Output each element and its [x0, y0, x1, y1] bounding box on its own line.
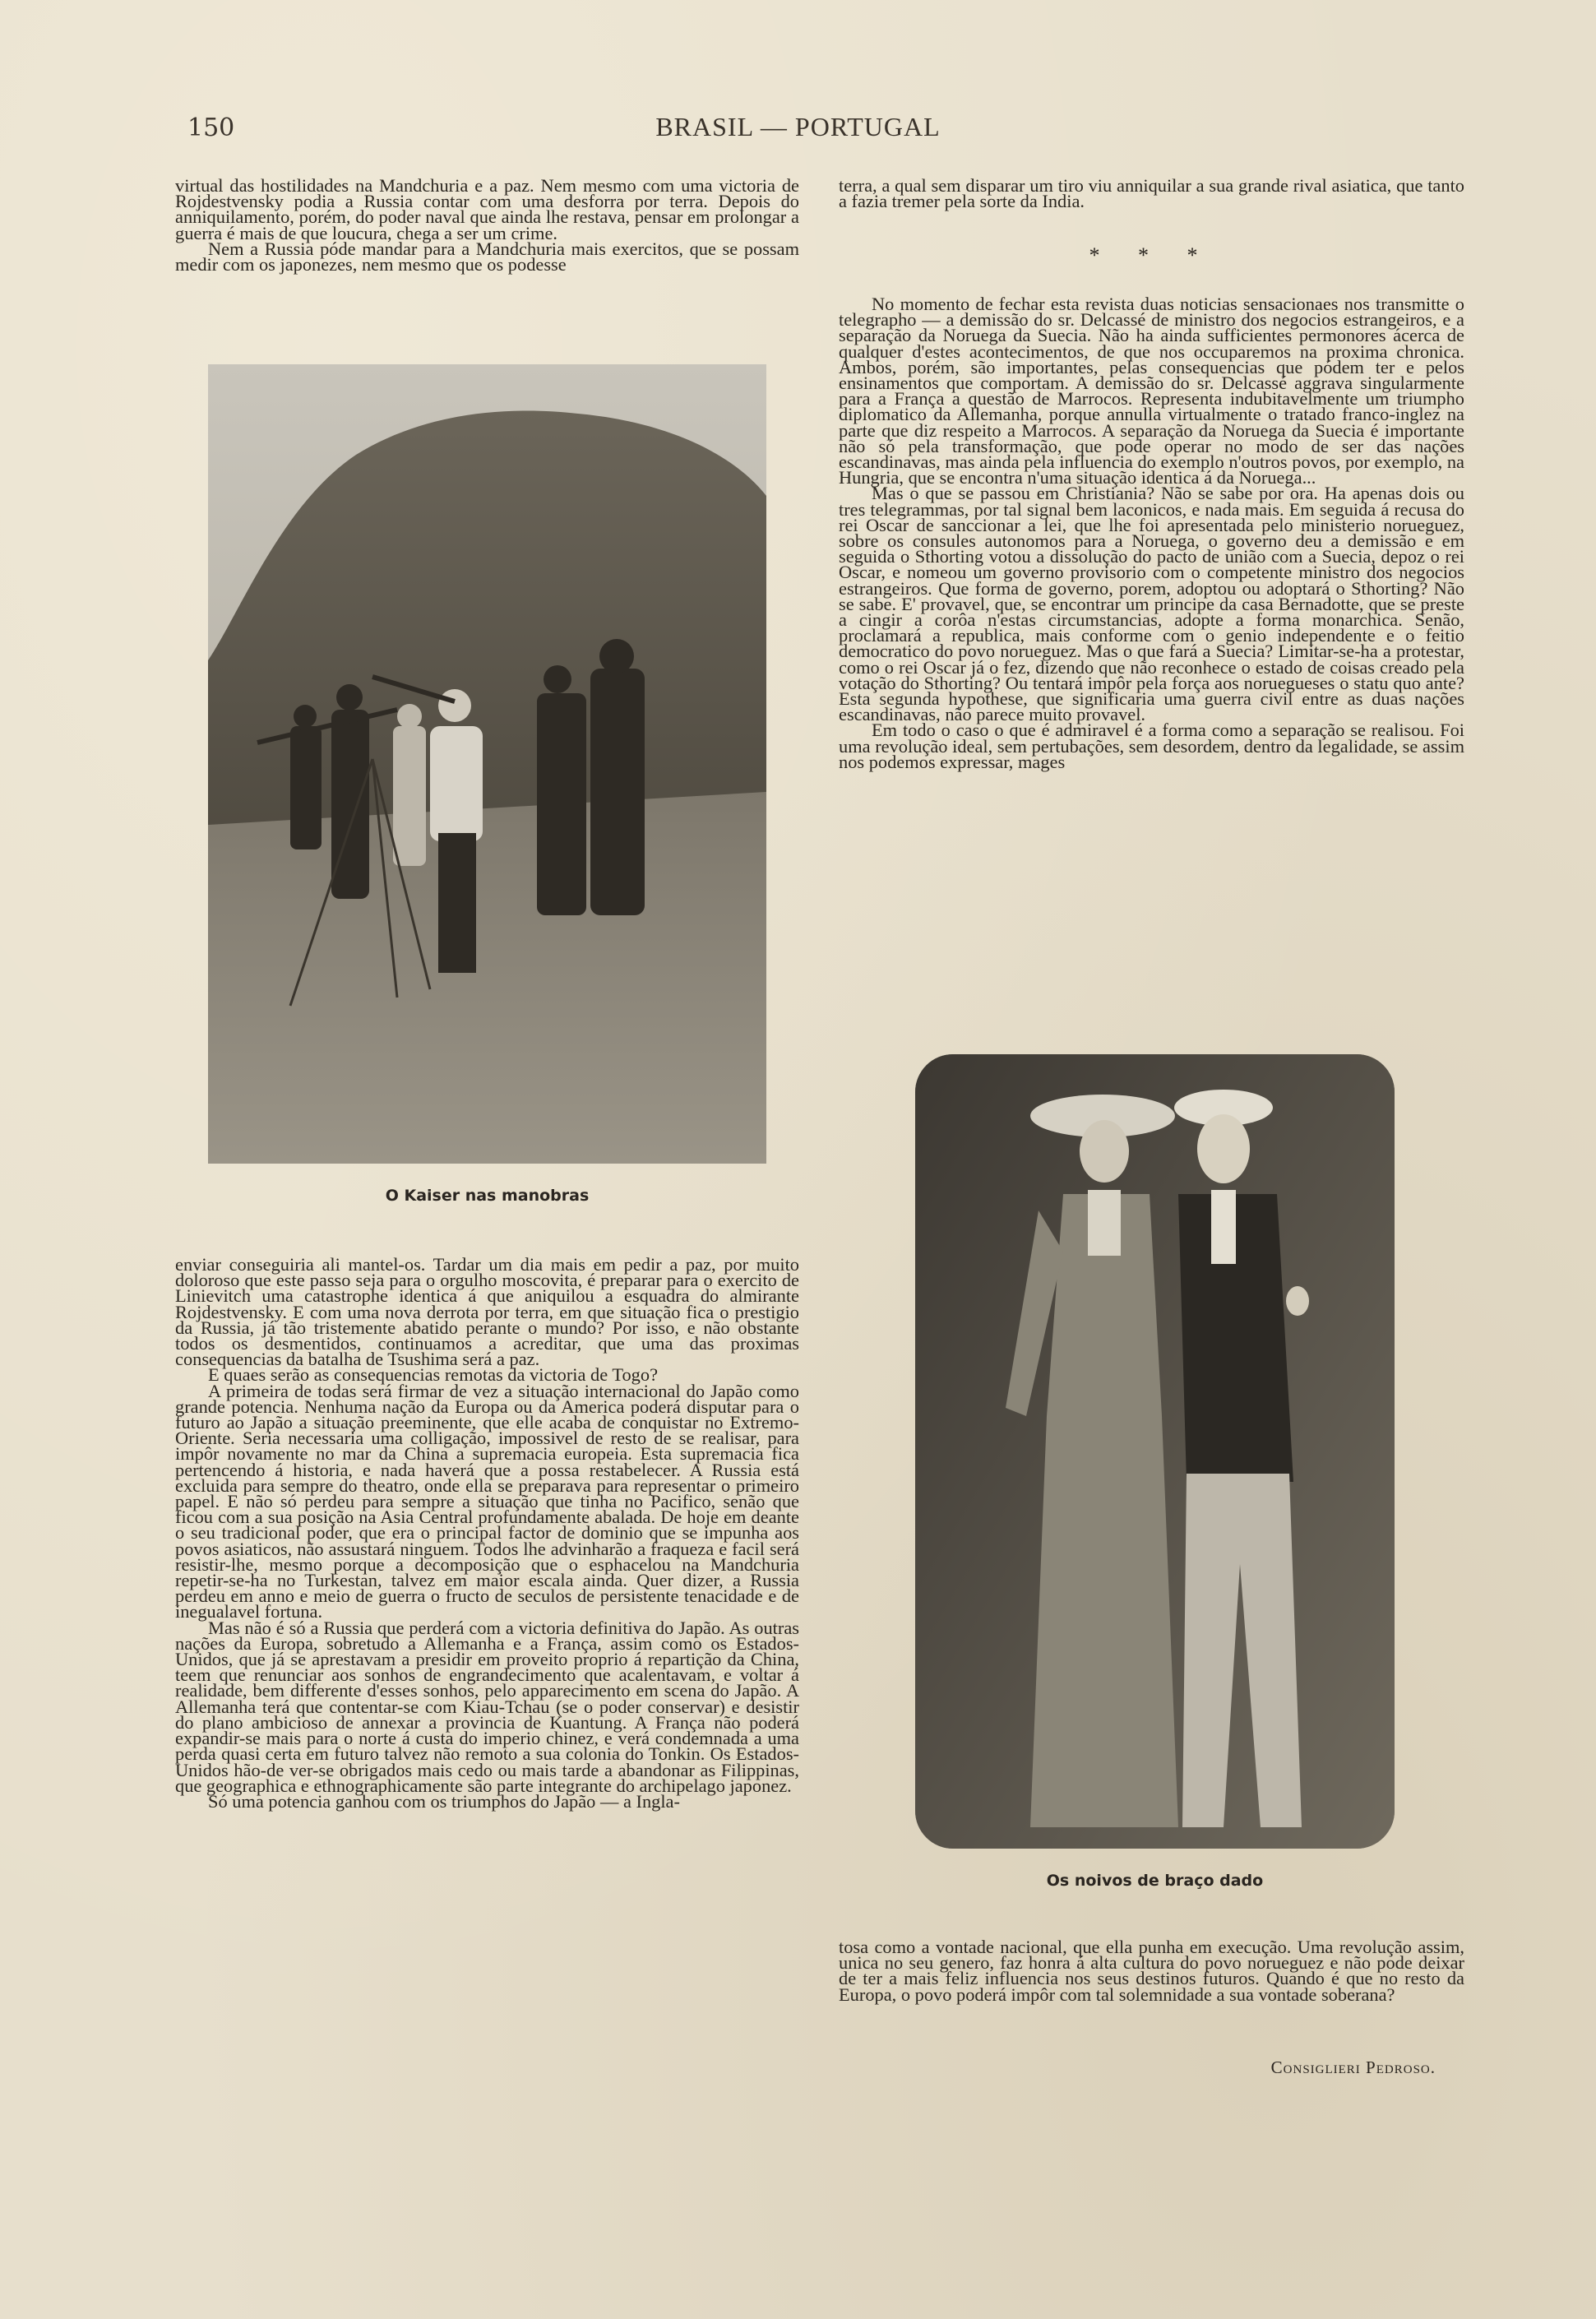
couple-photo-image: [915, 1054, 1395, 1849]
kaiser-photo-image: [208, 364, 766, 1164]
left-bottom-text: [175, 1254, 799, 1812]
paragraph: Só uma potencia ganhou com os triumphos do Japão — a Ingla-: [208, 1790, 680, 1812]
paragraph: tosa como a vontade nacional, que ella punha em execução. Uma revolução assim, unica no seu genero, faz honra á alta cultura do povo norueguez e não pode deixar de ter a mais feliz influencia nos seus destinos futuros. Quando é que no resto da Europa, o povo poderá impôr com tal solemnidade a sua vontade soberana?: [839, 1937, 1464, 2005]
author-signature: Consiglieri Pedroso.: [1270, 2057, 1436, 2077]
paragraph: A primeira de todas será firmar de vez a situação internacional do Japão como grande potencia. Nenhuma nação da Europa ou da America poderá disputar para o futuro ao Japão a situação preeminente, que elle acaba de conquistar no Extremo-Oriente. Seria necessaria uma colligação, impossivel de resto de se realisar, para impôr novamente no mar da China a supremacia europeia. Esta supremacia fica pertencendo á historia, e nada haverá que a possa restabelecer. A Russia está excluida para sempre do theatro, onde ella se preparava para representar o primeiro papel. E não só perdeu para sempre a situação que tinha no Pacifico, senão que ficou com a sua posição na Asia Central profundamente abalada. De hoje em deante o seu tradicional poder, que era o principal factor de dominio que se impunha aos povos asiaticos, não assustará ninguem. Todos lhe advinharão a fraqueza e facil será resistir-lhe, mesmo porque a decomposição que o esphacelou na Mandchuria repetir-se-ha no Turkestan, talvez em maior escala ainda. Quer dizer, a Russia perdeu em anno e meio de guerra o fructo de seculos de persistente tenacidade e de inegualavel fortuna.: [175, 1380, 799, 1622]
page-number: 150: [187, 113, 235, 142]
paragraph: E quaes serão as consequencias remotas da victoria de Togo?: [208, 1364, 659, 1386]
paragraph: terra, a qual sem disparar um tiro viu anniquilar a sua grande rival asiatica, que tanto a fazia tremer pela sorte da India.: [839, 175, 1464, 212]
paragraph: enviar conseguiria ali mantel-os. Tardar um dia mais em pedir a paz, por muito doloroso que este passo seja para o orgulho moscovita, é preparar para o exercito de Linievitch uma catastrophe identica á que aniquilou a esquadra do almirante Rojdestvensky. E com uma nova derrota por terra, em que situação fica o prestigio da Russia, já tão tristemente abatido perante o mundo? Por isso, e não obstante todos os desmentidos, continuamos a acreditar, que uma das proximas consequencias da batalha de Tsushima será a paz.: [175, 1254, 799, 1370]
paragraph: virtual das hostilidades na Mandchuria e a paz. Nem mesmo com uma victoria de Rojdestvensky podia a Russia contar com uma desforra por terra. Depois do anniquilamento, porém, do poder naval que ainda lhe restava, pensar em prolongar a guerra é mais de que loucura, chega a ser um crime.: [175, 175, 799, 243]
section-separator: * * *: [1089, 243, 1214, 267]
paragraph: Em todo o caso o que é admiravel é a forma como a separação se realisou. Foi uma revolução ideal, sem pertubações, sem desordem, dentro da legalidade, se assim nos podemos expressar, mages: [839, 720, 1464, 772]
right-news-text: [839, 296, 1464, 770]
paragraph: Nem a Russia póde mandar para a Mandchuria mais exercitos, que se possam medir com os japonezes, nem mesmo que os podesse: [175, 238, 799, 275]
paragraph: Mas não é só a Russia que perderá com a victoria definitiva do Japão. As outras nações da Europa, sobretudo a Allemanha e a França, assim como os Estados-Unidos, que já se aprestavam a presidir em proveito proprio á repartição da China, teem que renunciar aos sonhos de engrandecimento que acalentavam, e voltar á realidade, bem differente d'esses sonhos, pelo apparecimento em scena do Japão. A Allemanha terá que contentar-se com Kiau-Tchau (se o poder conservar) e desistir do plano ambicioso de annexar a provincia de Kuantung. A França não poderá expandir-se mais para o norte á custa do imperio chinez, e verá condemnada a uma perda quasi certa em futuro talvez não remoto a sua colonia do Tonkin. Os Estados-Unidos hão-de ver-se obrigados mais cedo ou mais tarde a abandonar as Filippinas, que geographica e ethnographicamente são parte integrante do archipelago japonez.: [175, 1617, 799, 1796]
left-top-text: [175, 175, 799, 275]
right-top-text: [839, 175, 1464, 212]
paragraph: No momento de fechar esta revista duas noticias sensacionaes nos transmitte o telegrapho — a demissão do sr. Delcassé de ministro dos negocios estrangeiros, e a separação da Noruega da Suecia. Não ha ainda sufficientes permonores ácerca de qualquer d'estes acontecimentos, de que nos occuparemos na proxima chronica. Ambos, porém, são importantes, pelas consequencias que pódem ter e pelos ensinamentos que comportam. A demissão do sr. Delcassé aggrava singularmente para a França a questão de Marrocos. Representa indubitavelmente um triumpho diplomatico da Allemanha, porque annulla virtualmente o tratado franco-inglez na parte que diz respeito a Marrocos. A separação da Noruega da Suecia é importante não só pela transformação, que pode operar no modo de ser das nações escandinavas, mas ainda pela influencia do exemplo n'outros povos, por exemplo, na Hungria, que se encontra n'uma situação identica á da Noruega...: [839, 294, 1464, 488]
kaiser-photo-caption: O Kaiser nas manobras: [385, 1187, 590, 1205]
page-title: BRASIL — PORTUGAL: [655, 112, 941, 141]
paragraph: Mas o que se passou em Christiania? Não se sabe por ora. Ha apenas dois ou tres telegrammas, por tal signal bem laconicos, e nada mais. Em seguida á recusa do rei Oscar de sanccionar a lei, que lhe foi apresentada pelo ministerio norueguez, sobre os consules autonomos para a Noruega, o governo deu a demissão e em seguida o Sthorting votou a dissolução do pacto de união com a Suecia, depoz o rei Oscar, e nomeou um governo provisorio com o competente ministro dos negocios estrangeiros. Que forma de governo, porem, adoptou ou adoptará o Sthorting? Não se sabe. E' provavel, que, se encontrar um principe da casa Bernadotte, que se preste a cingir a corôa n'estas circumstancias, adopte a forma monarchica. Senão, proclamará a republica, mais conforme com o genio independente e o feitio democratico do povo norueguez. Mas o que fará a Suecia? Limitar-se-ha a protestar, como o rei Oscar já o fez, dizendo que não reconhece o estado de coisas creado pela votação do Sthorting? Ou tentará impôr pela força aos noruegueses o statu quo ante? Esta segunda hypothese, que significaria uma guerra civil entre as duas nações escandinavas, não parece muito provavel.: [839, 483, 1464, 725]
kaiser-photo: [208, 364, 766, 1164]
couple-photo-caption: Os noivos de braço dado: [1046, 1872, 1264, 1890]
right-bottom-text: [839, 1937, 1464, 2005]
couple-photo: [915, 1054, 1395, 1849]
